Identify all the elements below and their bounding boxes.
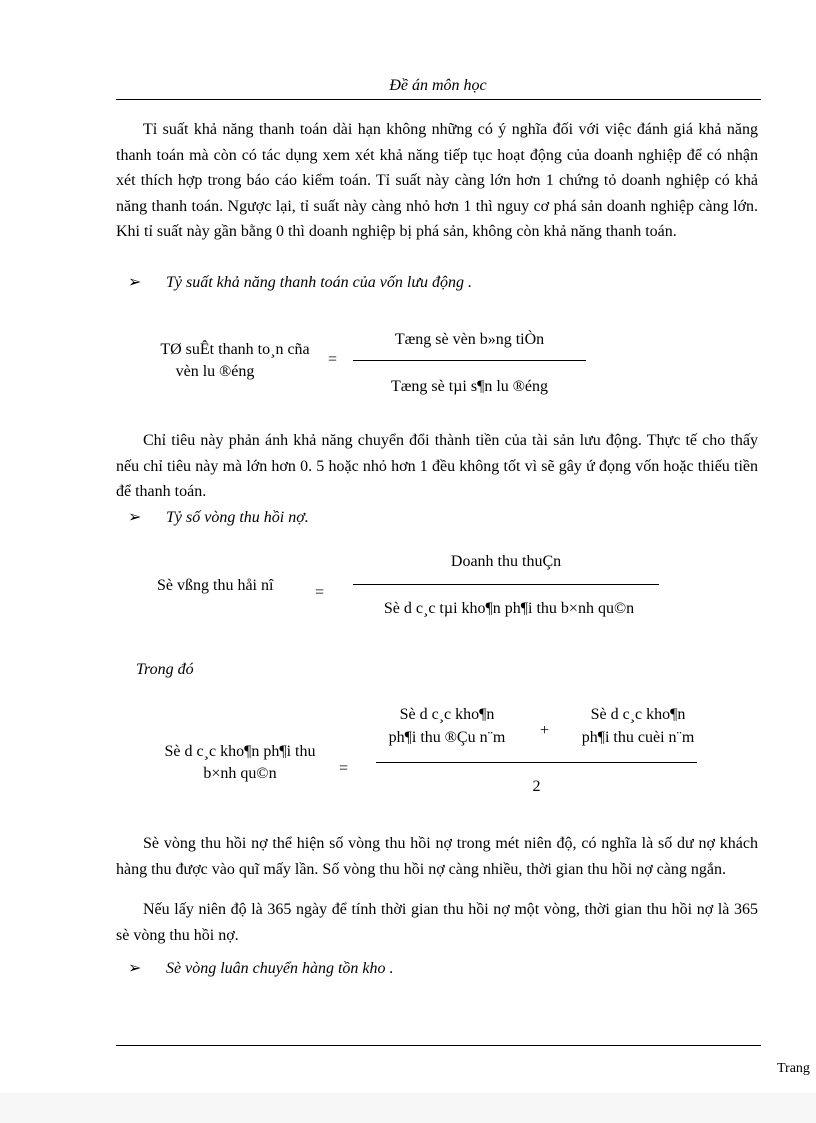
formula1-lhs-line2: vèn lu ®éng [175,363,255,380]
formula2-lhs: Sè vßng thu håi nî [157,577,274,594]
header-title: Đề án môn học [389,77,487,94]
formula3-equals: = [339,760,349,777]
paragraph-turnover-meaning: Sè vòng thu hồi nợ thể hiện số vòng thu hồi nợ trong mét niên độ, có nghĩa là số dư nợ khách hàng thu được vào quĩ mấy lần. Số vòng thu hồi nợ càng nhiều, thời gian thu hồi nợ càng ngắn. [116,835,758,878]
bullet-working-capital-ratio: Tỷ suất khả năng thanh toán của vốn lưu động . [166,274,473,291]
header-rule [116,99,761,100]
footer-rule [116,1045,761,1046]
bullet-arrow-icon: ➢ [128,509,142,526]
paragraph-collection-period: Nếu lấy niên độ là 365 ngày để tính thời gian thu hồi nợ một vòng, thời gian thu hồi nợ là 365 sè vòng thu hồi nợ. [116,901,758,944]
formula2-denominator: Sè d c¸c tµi kho¶n ph¶i thu b×nh qu©n [383,600,635,617]
bullet-inventory-turnover: Sè vòng luân chuyển hàng tồn kho . [166,960,394,977]
formula3-term2-line2: ph¶i thu cuèi n¨m [581,729,695,746]
formula1-lhs-line1: TØ suÊt thanh to¸n cña [160,341,310,358]
paragraph-long-term-ratio: Tỉ suất khả năng thanh toán dài hạn không những có ý nghĩa đối với việc đánh giá khả năng thanh toán mà còn có tác dụng xem xét khả năng tiếp tục hoạt động của doanh nghiệp để có nhận xét thích hợp trong báo cáo kiểm toán. Tỉ suất này càng lớn hơn 1 chứng tỏ doanh nghiệp có khả năng thanh toán. Ngược lại, tỉ suất này càng nhỏ hơn 1 thì nguy cơ phá sản doanh nghiệp càng lớn. Khi tỉ suất này gần bằng 0 thì doanh nghiệp bị phá sản, không còn khả năng thanh toán. [116,121,758,241]
formula2-equals: = [315,584,325,601]
formula3-term2-line1: Sè d c¸c kho¶n [590,706,686,723]
formula1-numerator: Tæng sè vèn b»ng tiÒn [394,331,545,348]
formula3-fraction-bar [376,762,697,763]
bullet-receivables-turnover: Tỷ số vòng thu hồi nợ. [166,509,309,526]
bullet-arrow-icon: ➢ [128,960,142,977]
formula2-numerator: Doanh thu thuÇn [450,553,562,570]
page-bottom-band [0,1093,816,1123]
formula3-lhs-line2: b×nh qu©n [203,765,277,782]
formula3-term1-line2: ph¶i thu ®Çu n¨m [388,729,506,746]
formula3-denominator: 2 [532,778,541,795]
formula3-lhs-line1: Sè d c¸c kho¶n ph¶i thu [164,743,316,760]
formula1-denominator: Tæng sè tµi s¶n lu ®éng [390,378,549,395]
formula3-term1-line1: Sè d c¸c kho¶n [399,706,495,723]
formula2-fraction-bar [353,584,659,585]
formula1-fraction-bar [353,360,586,361]
paragraph-indicator-meaning: Chỉ tiêu này phản ánh khả năng chuyển đổi thành tiền của tài sản lưu động. Thực tế cho thấy nếu chỉ tiêu này mà lớn hơn 0. 5 hoặc nhỏ hơn 1 đều không tốt vì sẽ gây ứ đọng vốn hoặc thiếu tiền để thanh toán. [116,432,758,501]
where-label: Trong đó [136,661,194,678]
footer-page-label: Trang [777,1061,810,1076]
bullet-arrow-icon: ➢ [128,274,142,291]
formula3-plus: + [540,722,550,739]
formula1-equals: = [328,351,338,368]
